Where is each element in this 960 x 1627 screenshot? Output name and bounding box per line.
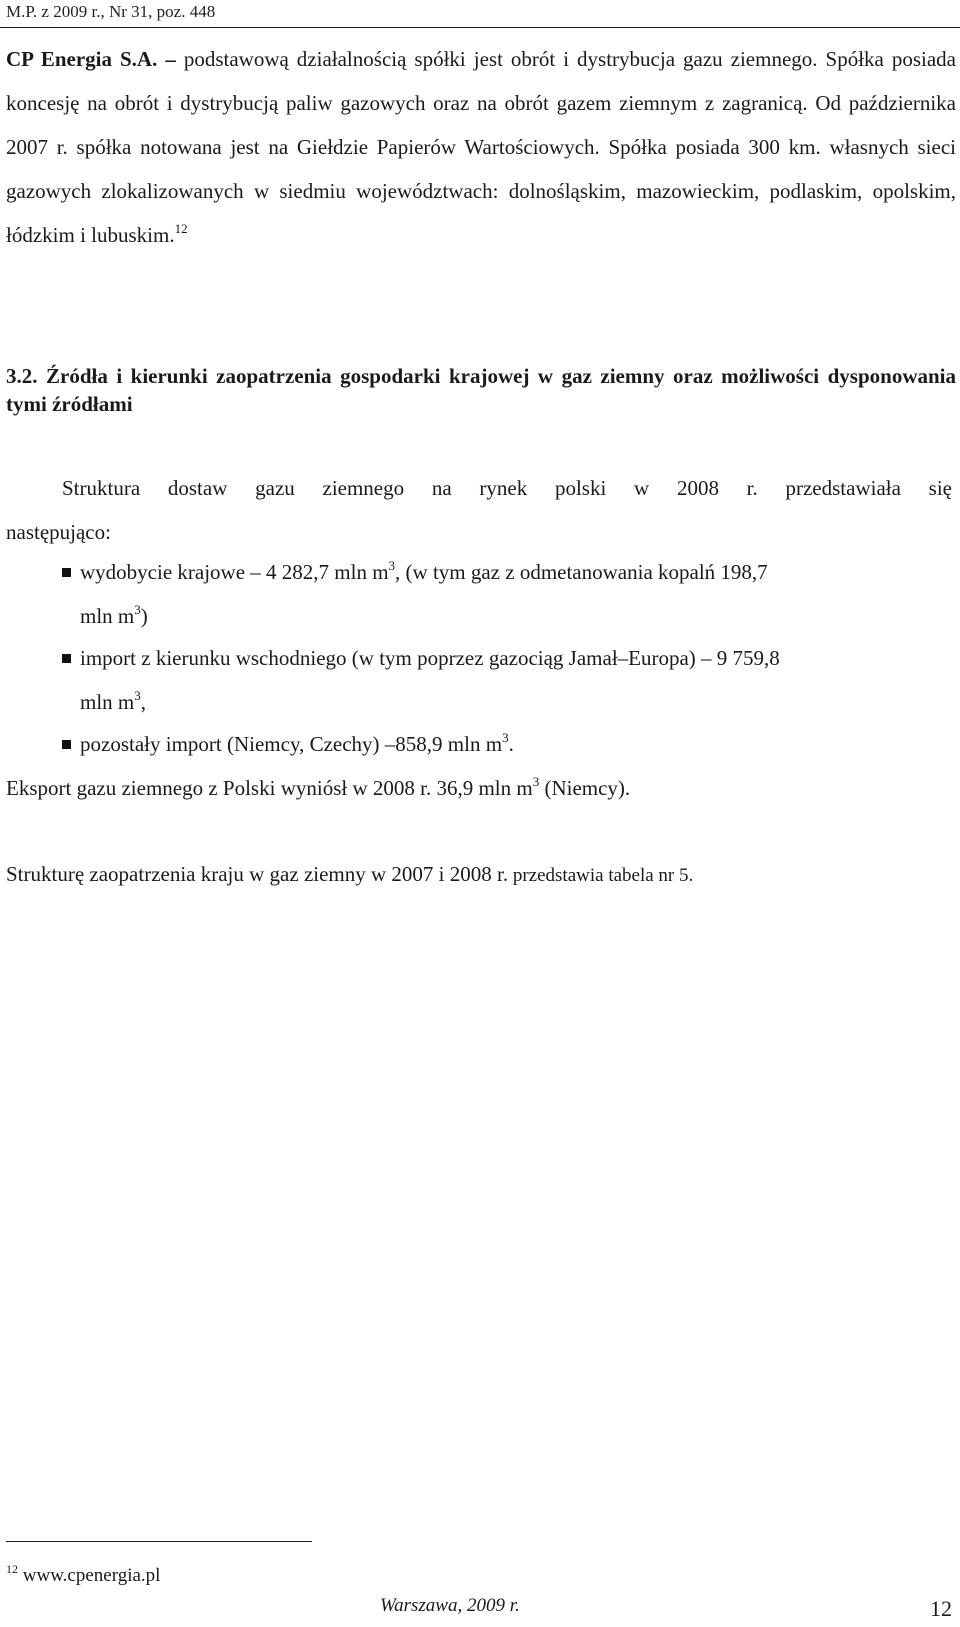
footnote-ref[interactable]: 12 <box>174 221 188 236</box>
bullet-other-import-line <box>80 732 514 757</box>
bullet-other-import-tail: . <box>508 732 514 756</box>
superscript: 3 <box>502 730 509 745</box>
section-heading: 3.2. Źródła i kierunki zaopatrzenia gospodarki krajowej w gaz ziemny oraz możliwości dysponowania tymi źródłami <box>6 364 956 416</box>
footer-place-date: Warszawa, 2009 r. <box>380 1595 520 1616</box>
export-sentence <box>6 776 630 801</box>
bullet-domestic-close: ) <box>140 604 148 628</box>
bullet-east-import-unit: mln m <box>80 690 135 714</box>
bullet-other-import-text: pozostały import (Niemcy, Czechy) –858,9 mln m <box>80 732 503 756</box>
table-reference-small: przedstawia tabela nr 5. <box>508 865 694 886</box>
table-reference <box>6 862 693 887</box>
header-divider <box>0 27 960 28</box>
intro-dash: – <box>157 47 184 71</box>
intro-paragraph <box>6 37 956 257</box>
table-reference-text: Strukturę zaopatrzenia kraju w gaz ziemny w 2007 i 2008 r. <box>6 862 509 886</box>
footnote <box>6 1562 161 1587</box>
bullet-east-import-line2 <box>80 690 146 715</box>
footnote-divider <box>6 1541 312 1542</box>
export-tail: (Niemcy). <box>539 776 631 800</box>
bullet-square-icon <box>62 740 71 749</box>
superscript: 3 <box>388 558 396 573</box>
structure-intro-line: Struktura dostaw gazu ziemnego na rynek polski w 2008 r. przedstawiała się <box>62 476 952 500</box>
bullet-square-icon <box>62 568 71 577</box>
bullet-domestic-tail: , (w tym gaz z odmetanowania kopalń 198,7 <box>395 560 768 584</box>
bullet-domestic-text: wydobycie krajowe – 4 282,7 mln m <box>80 560 389 584</box>
bullet-east-import-tail: , <box>140 690 147 714</box>
footnote-number: 12 <box>6 1562 18 1576</box>
bullet-domestic-line1 <box>80 560 768 585</box>
bullet-square-icon <box>62 654 71 663</box>
superscript: 3 <box>532 774 540 789</box>
export-text: Eksport gazu ziemnego z Polski wyniósł w 2008 r. 36,9 mln m <box>6 776 533 800</box>
company-name: CP Energia S.A. <box>6 47 158 71</box>
page-header: M.P. z 2009 r., Nr 31, poz. 448 <box>6 2 216 21</box>
bullet-domestic-line2 <box>80 604 148 629</box>
superscript: 3 <box>134 688 141 703</box>
structure-intro-continuation: następująco: <box>6 520 111 544</box>
superscript: 3 <box>134 602 141 617</box>
bullet-east-import-line1: import z kierunku wschodniego (w tym poprzez gazociąg Jamał–Europa) – 9 759,8 <box>80 646 780 670</box>
intro-text: podstawową działalnością spółki jest obrót i dystrybucja gazu ziemnego. Spółka posiada koncesję na obrót i dystrybucją paliw gazowych oraz na obrót gazem ziemnym z zagranicą. Od października 2007 r. spółka notowana jest na Giełdzie Papierów Wartościowych. Spółka posiada 300 km. własnych sieci gazowych zlokalizowanych w siedmiu województwach: dolnośląskim, mazowieckim, podlaskim, opolskim, łódzkim i lubuskim. <box>6 47 957 247</box>
page-number: 12 <box>930 1596 952 1621</box>
bullet-domestic-unit: mln m <box>80 604 135 628</box>
footnote-link[interactable]: www.cpenergia.pl <box>18 1565 161 1586</box>
